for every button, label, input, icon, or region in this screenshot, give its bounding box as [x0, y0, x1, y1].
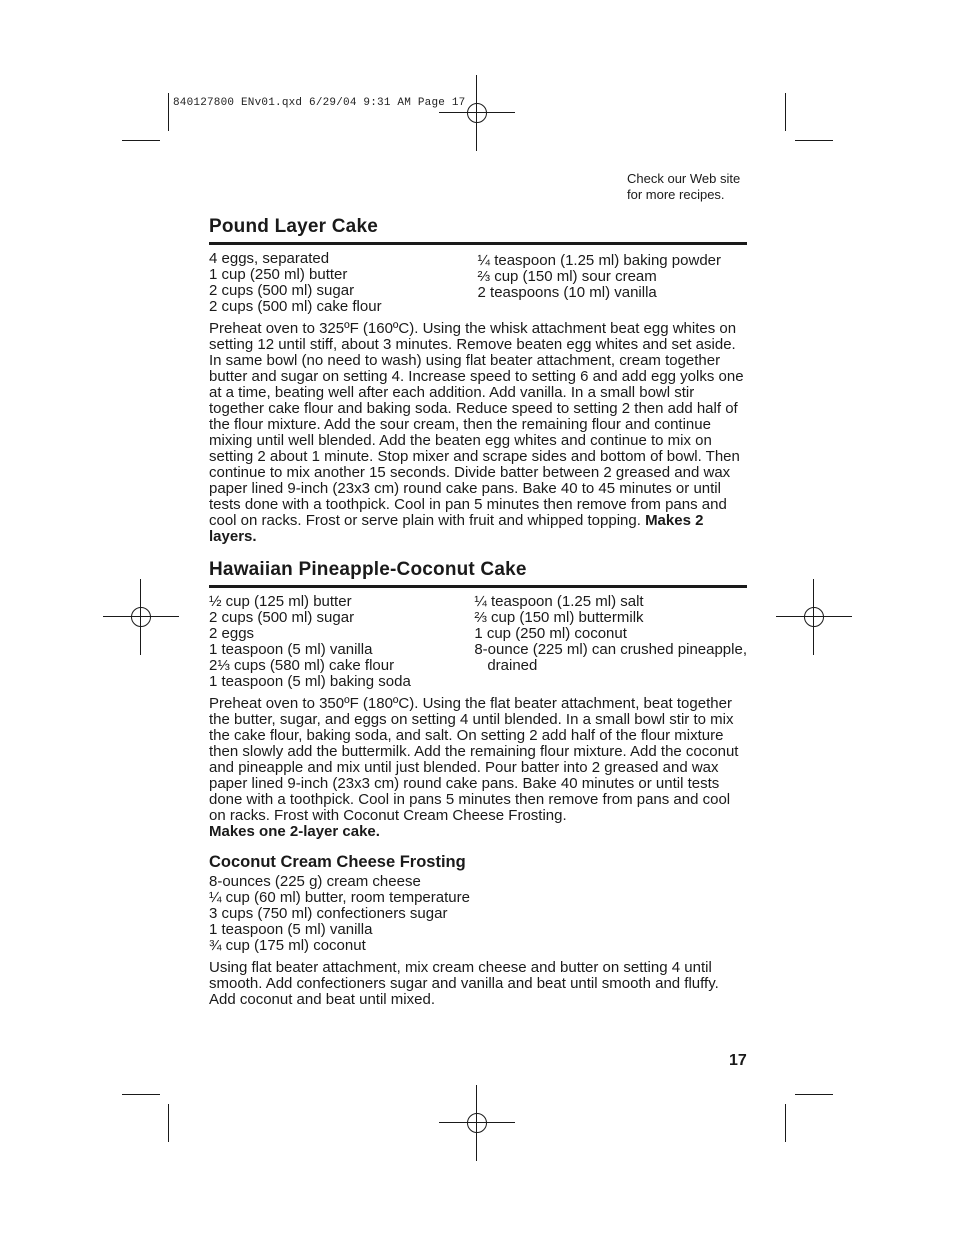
ingredient: 8-ounces (225 g) cream cheese: [209, 873, 421, 890]
ingredient: 2 cups (500 ml) cake flour: [209, 298, 382, 315]
ingredients-column-left: [209, 594, 474, 690]
registration-mark-right: [776, 579, 852, 655]
ingredient: 2 cups (500 ml) sugar: [209, 609, 355, 626]
recipe-title-pound-layer-cake: Pound Layer Cake: [209, 214, 747, 245]
ingredient: ½ cup (125 ml) butter: [209, 593, 352, 610]
registration-mark-top: [439, 75, 515, 151]
ingredient: 2 eggs: [209, 625, 255, 642]
instructions-hawaiian: Preheat oven to 350ºF (180ºC). Using the flat beater attachment, beat together the butter, sugar, and eggs on setting 4 until blended. In a small bowl stir to mix the cake flour, baking soda, and salt. On setting 2 add half of the flour mixture then slowly add the buttermilk. Add the remaining flour mixture. Add the coconut and pineapple and mix until just blended. Pour batter into 2 greased and wax paper lined 9-inch (23x3 cm) round cake pans. Bake 40 minutes or until tests done with a toothpick. Cool in pans 5 minutes then remove from pans and cool on racks. Frost with Coconut Cream Cheese Frosting.: [209, 695, 739, 824]
ingredients-hawaiian: [209, 594, 747, 690]
registration-mark-bottom: [439, 1085, 515, 1161]
ingredient: 2⅓ cups (580 ml) cake flour: [209, 657, 395, 674]
ingredients-column-right: [478, 253, 747, 315]
crop-mark: [122, 140, 160, 141]
ingredient: 8-ounce (225 ml) can crushed pineapple,: [474, 641, 747, 658]
ingredient: ¼ cup (60 ml) butter, room temperature: [209, 889, 470, 906]
recipes-content: [209, 214, 747, 1008]
print-slug: 840127800 ENv01.qxd 6/29/04 9:31 AM Page 17: [173, 97, 466, 109]
ingredient: 1 teaspoon (5 ml) vanilla: [209, 921, 373, 938]
ingredient: 3 cups (750 ml) confectioners sugar: [209, 905, 448, 922]
ingredient: 1 teaspoon (5 ml) baking soda: [209, 673, 411, 690]
crop-mark: [795, 1094, 833, 1095]
recipe-title-hawaiian-cake: Hawaiian Pineapple-Coconut Cake: [209, 557, 747, 588]
ingredient: drained: [487, 657, 538, 674]
ingredient: ¼ teaspoon (1.25 ml) baking powder: [477, 252, 721, 269]
ingredients-pound: [209, 251, 747, 315]
web-site-note-line: Check our Web site: [627, 171, 741, 186]
ingredient: 2 teaspoons (10 ml) vanilla: [477, 284, 657, 301]
web-site-note: [627, 171, 740, 203]
yield-text: Makes 2 layers.: [209, 512, 704, 545]
web-site-note-line: for more recipes.: [627, 187, 725, 202]
crop-mark: [785, 1104, 786, 1142]
ingredient: ¾ cup (175 ml) coconut: [209, 937, 366, 954]
ingredients-column-right: [474, 594, 747, 690]
page-number: 17: [729, 1052, 747, 1069]
ingredient: 2 cups (500 ml) sugar: [209, 282, 355, 299]
ingredient: 1 cup (250 ml) coconut: [474, 625, 627, 642]
ingredient: 1 teaspoon (5 ml) vanilla: [209, 641, 373, 658]
instructions-text: Preheat oven to 325ºF (160ºC). Using the whisk attachment beat egg whites on setting 12 until stiff, about 3 minutes. Remove beaten egg whites and set aside. In same bowl (no need to wash) using flat beater attachment, cream together butter and sugar on setting 4. Increase speed to setting 6 and add egg yolks one at a time, beating well after each addition. Add vanilla. In a small bowl stir together cake flour and baking soda. Reduce speed to setting 2 then add half of the flour mixture. Add the sour cream, then the remaining flour and continue mixing until well blended. Add the beaten egg whites and continue to mix on setting 2 about 1 minute. Stop mixer and scrape sides and bottom of bowl. Then continue to mix another 15 seconds. Divide batter between 2 greased and wax paper lined 9-inch (23x3 cm) round cake pans. Bake 40 to 45 minutes or until tests done with a toothpick. Cool in pan 5 minutes then remove from pans and cool on racks. Frost or serve plain with fruit and whipped topping.: [209, 320, 744, 529]
ingredients-frosting: [209, 874, 747, 954]
instructions-pound: [209, 321, 747, 545]
crop-mark: [168, 1104, 169, 1142]
ingredients-column-left: [209, 251, 478, 315]
recipe-title-frosting: Coconut Cream Cheese Frosting: [209, 853, 466, 871]
crop-mark: [122, 1094, 160, 1095]
instructions-frosting: Using flat beater attachment, mix cream cheese and butter on setting 4 until smooth. Add confectioners sugar and vanilla and beat until smooth and fluffy. Add coconut and beat until mixed.: [209, 959, 719, 1008]
ingredient: ¼ teaspoon (1.25 ml) salt: [474, 593, 644, 610]
ingredient: ⅔ cup (150 ml) buttermilk: [474, 609, 644, 626]
registration-mark-left: [103, 579, 179, 655]
crop-mark: [168, 93, 169, 131]
ingredient: ⅔ cup (150 ml) sour cream: [477, 268, 657, 285]
ingredient: 1 cup (250 ml) butter: [209, 266, 348, 283]
yield-hawaiian: Makes one 2-layer cake.: [209, 823, 380, 840]
crop-mark: [795, 140, 833, 141]
crop-mark: [785, 93, 786, 131]
ingredient: 4 eggs, separated: [209, 250, 330, 267]
